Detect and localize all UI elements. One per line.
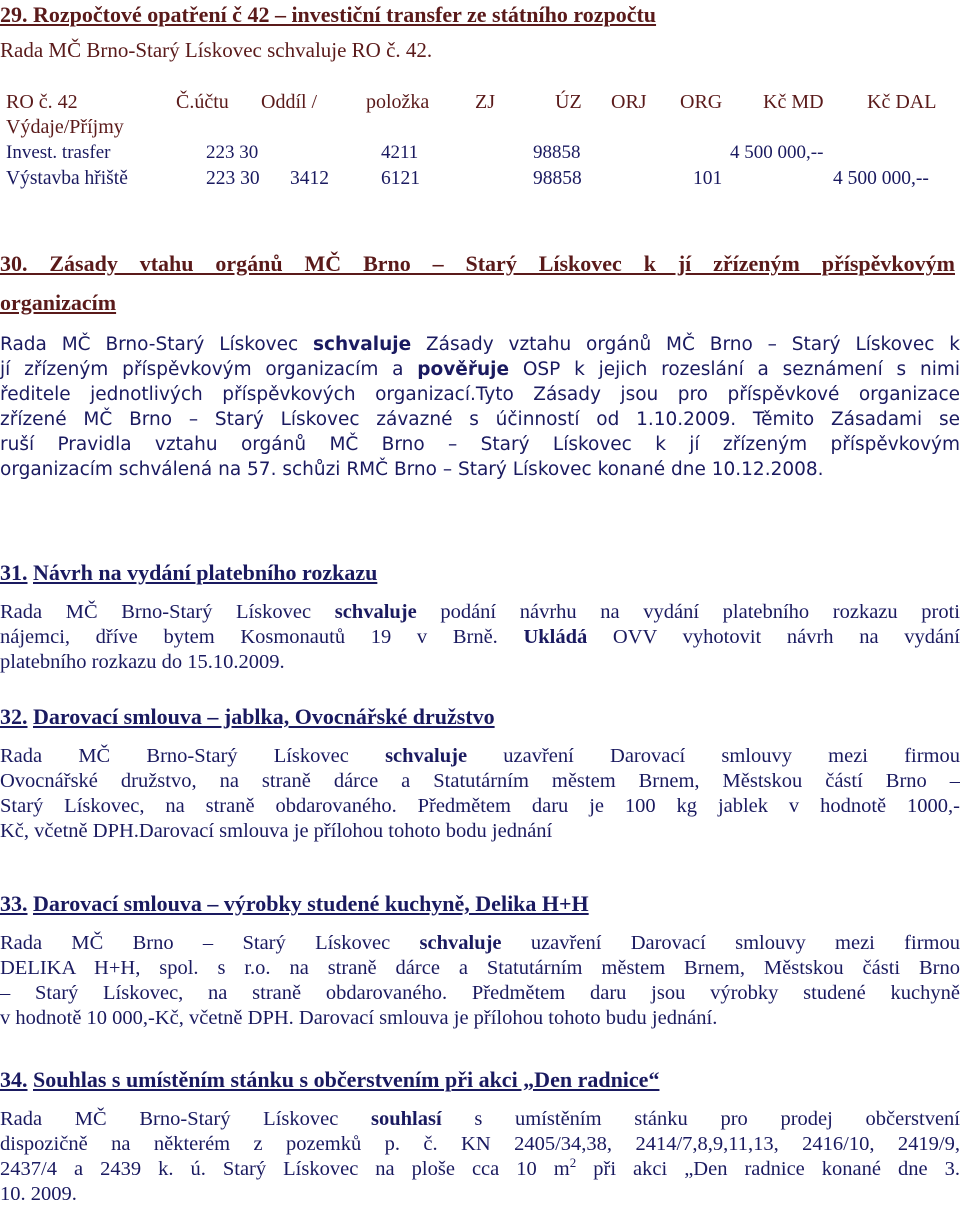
text-line: jí zřízeným příspěvkovým organizacím a pověřuje OSP k jejich rozeslání a seznámení s nimi — [0, 359, 960, 380]
text-line: ředitele jednotlivých příspěvkových organizací.Tyto Zásady jsou pro příspěvkové organizace — [0, 384, 960, 405]
text-line: Ovocnářské družstvo, na straně dárce a Statutárním městem Brnem, Městskou částí Brno – — [0, 770, 960, 792]
text-line: Starý Lískovec, na straně obdarovaného. Předmětem daru je 100 kg jablek v hodnotě 1000,- — [0, 795, 960, 817]
text-line: 10. 2009. — [0, 1183, 77, 1205]
table-subheader-cell: Výdaje/Příjmy — [6, 116, 124, 138]
table-header-cell: Kč MD — [763, 91, 824, 113]
table-row — [0, 140, 960, 166]
text-line: Rada MČ Brno-Starý Lískovec schvaluje podání návrhu na vydání platebního rozkazu proti — [0, 601, 960, 623]
text-line: Rada MČ Brno-Starý Lískovec schvaluje Zásady vztahu orgánů MČ Brno – Starý Lískovec k — [0, 334, 960, 355]
row-polozka: 4211 — [381, 142, 419, 163]
section-29-intro: Rada MČ Brno-Starý Lískovec schvaluje RO č. 42. — [0, 38, 433, 62]
table-header-cell: ORJ — [611, 91, 647, 113]
text-line: platebního rozkazu do 15.10.2009. — [0, 651, 285, 673]
table-header-cell: ÚZ — [555, 91, 582, 113]
table-header-cell: Oddíl / — [261, 91, 318, 113]
table-header-cell: položka — [366, 91, 430, 113]
table-header-cell: Kč DAL — [867, 91, 937, 113]
table-header-cell: ORG — [680, 91, 723, 113]
section-30-heading-2: organizacím — [0, 290, 117, 315]
table-header-cell: ZJ — [475, 91, 495, 113]
row-uz: 98858 — [533, 168, 582, 189]
row-ucet: 223 30 — [206, 168, 260, 189]
table-header-cell: RO č. 42 — [6, 91, 78, 113]
text-line: Kč, včetně DPH.Darovací smlouva je přílohou tohoto bodu jednání — [0, 820, 553, 842]
row-label: Invest. trasfer — [6, 142, 111, 163]
text-line: organizacím schválená na 57. schůzi RMČ Brno – Starý Lískovec konané dne 10.12.2008. — [0, 459, 824, 480]
text-line: Rada MČ Brno-Starý Lískovec schvaluje uzavření Darovací smlouvy mezi firmou — [0, 745, 960, 767]
text-line: Rada MČ Brno-Starý Lískovec souhlasí s umístěním stánku pro prodej občerstvení — [0, 1108, 960, 1130]
row-polozka: 6121 — [381, 168, 420, 189]
text-line: nájemci, dříve bytem Kosmonautů 19 v Brně. Ukládá OVV vyhotovit návrh na vydání — [0, 626, 960, 648]
row-uz: 98858 — [533, 142, 581, 163]
text-line: dispozičně na některém z pozemků p. č. KN 2405/34,38, 2414/7,8,9,11,13, 2416/10, 2419/9, — [0, 1133, 960, 1155]
section-32-heading: 32. Darovací smlouva – jablka, Ovocnářské družstvo — [0, 704, 495, 729]
section-33-body — [0, 931, 960, 1031]
section-30-body — [0, 332, 960, 482]
section-32-body — [0, 744, 960, 844]
text-line: ruší Pravidla vztahu orgánů MČ Brno – Starý Lískovec k jí zřízeným příspěvkovým — [0, 434, 960, 455]
section-31-heading: 31. Návrh na vydání platebního rozkazu — [0, 560, 378, 585]
section-30-heading: 30. Zásady vtahu orgánů MČ Brno – Starý Lískovec k jí zřízeným příspěvkovým — [0, 251, 955, 276]
row-label: Výstavba hřiště — [6, 168, 128, 189]
row-md: 4 500 000,-- — [730, 142, 824, 163]
section-34-body — [0, 1107, 960, 1207]
section-29-heading: 29. Rozpočtové opatření č 42 – investiční transfer ze státního rozpočtu — [0, 2, 657, 27]
section-33-heading: 33. Darovací smlouva – výrobky studené kuchyně, Delika H+H — [0, 891, 589, 916]
section-34-heading: 34. Souhlas s umístěním stánku s občerstvením při akci „Den radnice“ — [0, 1067, 660, 1092]
text-line: zřízené MČ Brno – Starý Lískovec závazné s účinností od 1.10.2009. Těmito Zásadami se — [0, 409, 960, 430]
row-org: 101 — [693, 168, 723, 189]
row-oddil: 3412 — [290, 168, 329, 189]
table-row — [0, 166, 960, 194]
table-subheader-row — [0, 115, 960, 140]
text-line: 2437/4 a 2439 k. ú. Starý Lískovec na ploše cca 10 $m^2$ při akci „Den radnice konané dne 3. — [0, 1155, 960, 1180]
budget-table — [0, 90, 960, 194]
text-line: – Starý Lískovec, na straně obdarovaného. Předmětem daru jsou výrobky studené kuchyně — [0, 982, 960, 1004]
row-dal: 4 500 000,-- — [833, 168, 929, 189]
table-header-row — [0, 90, 960, 115]
text-line: v hodnotě 10 000,-Kč, včetně DPH. Darovací smlouva je přílohou tohoto budu jednání. — [0, 1007, 718, 1029]
row-ucet: 223 30 — [206, 142, 259, 163]
text-line: DELIKA H+H, spol. s r.o. na straně dárce a Statutárním městem Brnem, Městskou části Brno — [0, 957, 960, 979]
table-header-cell: Č.účtu — [176, 91, 229, 113]
section-31-body — [0, 600, 960, 675]
text-line: Rada MČ Brno – Starý Lískovec schvaluje uzavření Darovací smlouvy mezi firmou — [0, 932, 960, 954]
